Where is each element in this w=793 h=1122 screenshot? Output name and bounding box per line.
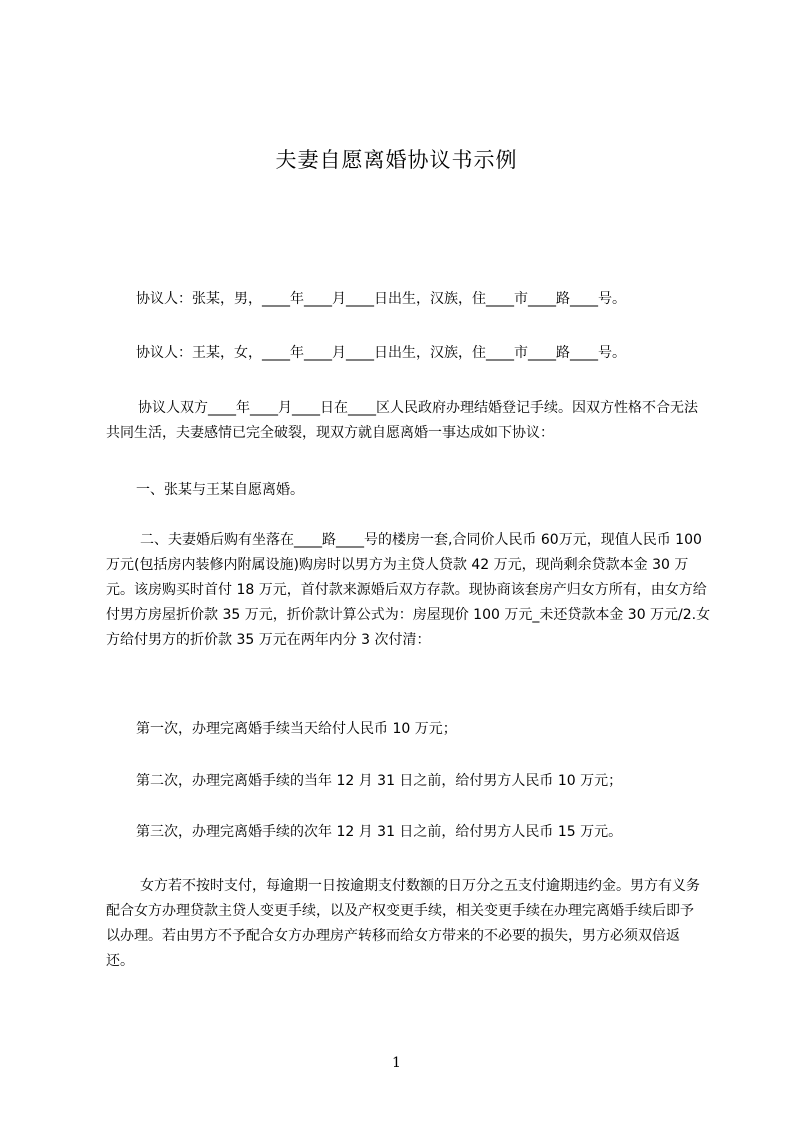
payment-one: 第一次，办理完离婚手续当天给付人民币 10 万元； (136, 721, 457, 737)
party-two-line: 协议人：王某，女，____年____月____日出生，汉族，住____市____路____号。 (136, 345, 626, 361)
payment-three: 第三次，办理完离婚手续的次年 12 月 31 日之前，给付男方人民币 15 万元。 (136, 824, 623, 840)
document-title: 夫妻自愿离婚协议书示例 (275, 148, 518, 172)
penalty-paragraph: 女方若不按时支付，每逾期一日按逾期支付数额的日万分之五支付逾期违约金。男方有义务配合女方办理贷款主贷人变更手续，以及产权变更手续，相关变更手续在办理完离婚手续后即予以办理。若由男方不予配合女方办理房产转移而给女方带来的不必要的损失，男方必须双倍返还。 (106, 878, 700, 969)
page-number: 1 (392, 1055, 401, 1071)
party-one-line: 协议人：张某，男，____年____月____日出生，汉族，住____市____路____号。 (136, 291, 626, 307)
clause-one: 一、张某与王某自愿离婚。 (136, 482, 304, 498)
payment-two: 第二次，办理完离婚手续的当年 12 月 31 日之前，给付男方人民币 10 万元； (136, 773, 623, 789)
clause-two-paragraph: 二、夫妻婚后购有坐落在____路____号的楼房一套,合同价人民币 60万元，现值人民币 100 万元(包括房内装修内附属设施)购房时以男方为主贷人贷款 42 万元，现尚剩余贷款本金 30 万元。该房购买时首付 18 万元，首付款来源婚后双方存款。现协商该套房产归女方所有，由女方给付男方房屋折价款 35 万元，折价款计算公式为：房屋现价 100 万元_未还贷款本金 30 万元/2.女方给付男方的折价款 35 万元在两年内分 3 次付清： (106, 532, 711, 648)
intro-paragraph: 协议人双方____年____月____日在____区人民政府办理结婚登记手续。因双方性格不合无法共同生活，夫妻感情已完全破裂，现双方就自愿离婚一事达成如下协议： (106, 400, 698, 441)
